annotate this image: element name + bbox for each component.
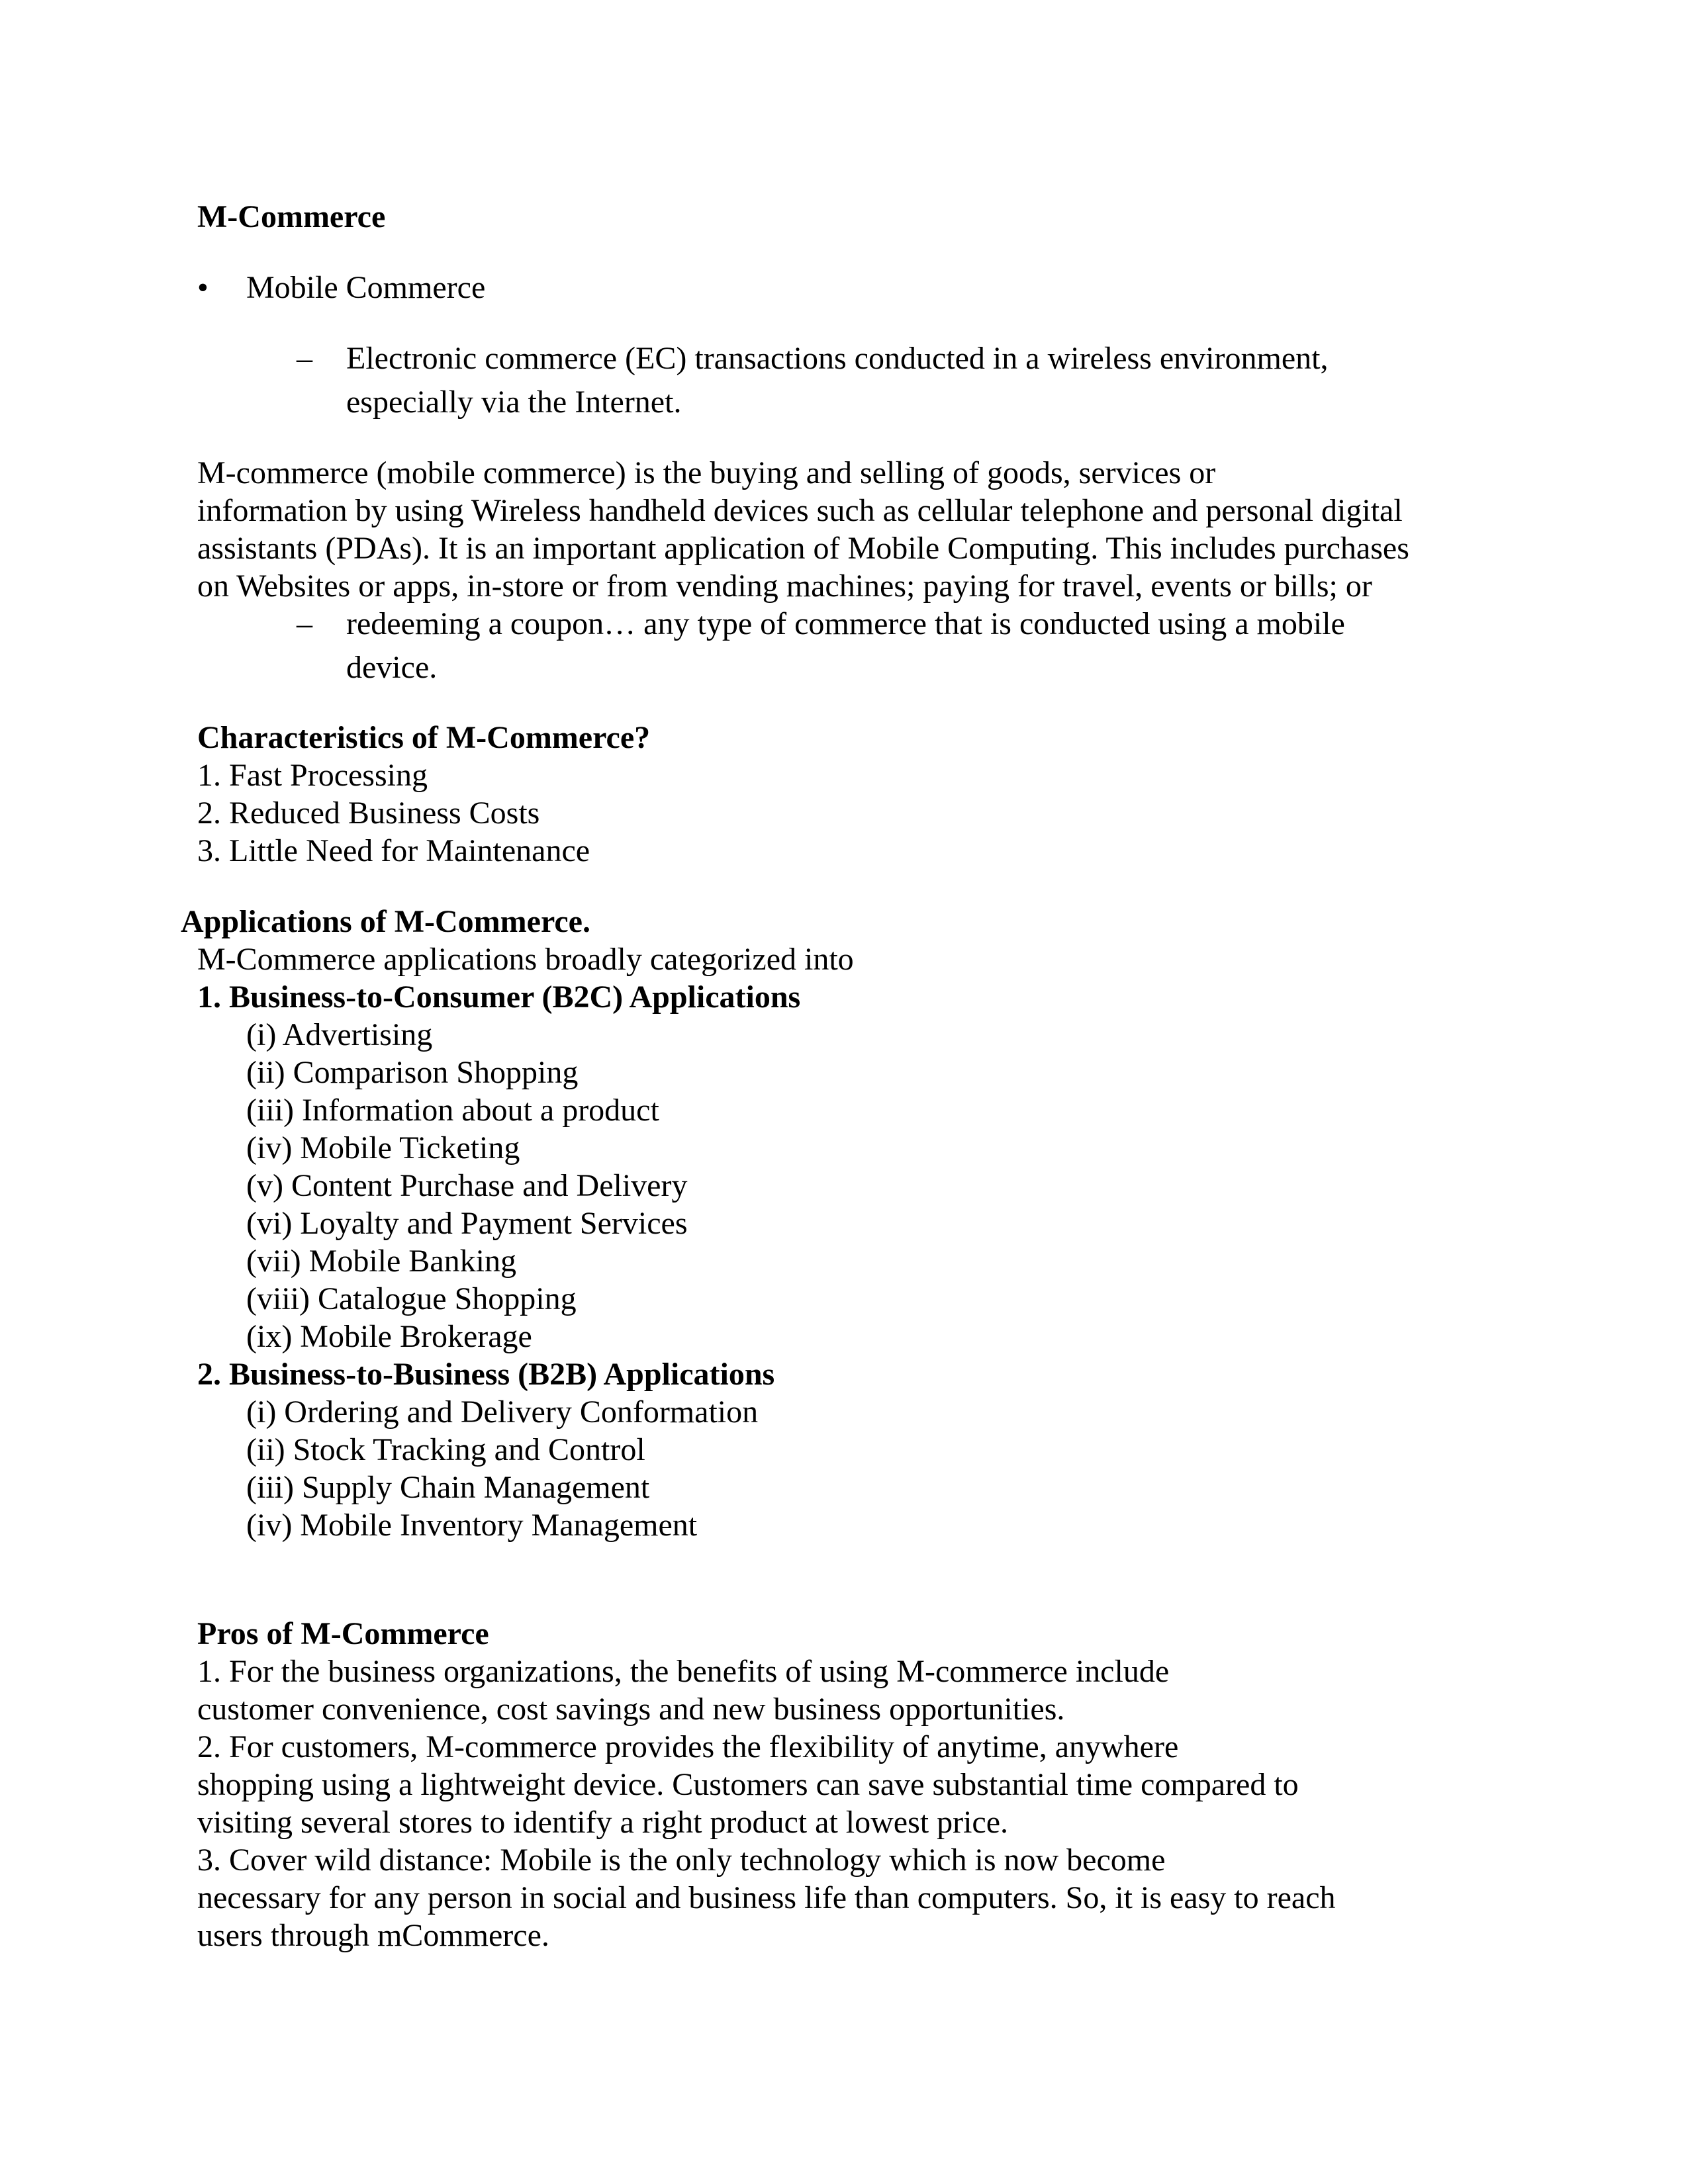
pros-line: users through mCommerce. [197,1918,549,1953]
definition-line: on Websites or apps, in-store or from vending machines; paying for travel, events or bills; or [197,569,1372,604]
definition-dash-line-1: redeeming a coupon… any type of commerce that is conducted using a mobile [346,606,1345,641]
characteristics-item: 1. Fast Processing [197,758,428,793]
b2c-heading: 1. Business-to-Consumer (B2C) Applications [197,979,801,1015]
pros-line: visiting several stores to identify a right product at lowest price. [197,1805,1009,1840]
definition-dash-line-2: device. [346,650,438,685]
applications-intro: M-Commerce applications broadly categorized into [197,942,854,977]
pros-line: customer convenience, cost savings and new business opportunities. [197,1692,1065,1727]
bullet-mobile-commerce: Mobile Commerce [246,270,486,305]
page-title: M-Commerce [197,199,386,234]
b2b-item: (iv) Mobile Inventory Management [246,1508,698,1543]
b2c-item: (i) Advertising [246,1017,433,1052]
characteristics-item: 2. Reduced Business Costs [197,796,540,831]
definition-line: assistants (PDAs). It is an important application of Mobile Computing. This includes purchases [197,531,1409,566]
definition-line: information by using Wireless handheld devices such as cellular telephone and personal digital [197,493,1403,528]
b2c-item: (ix) Mobile Brokerage [246,1319,532,1354]
b2b-item: (i) Ordering and Delivery Conformation [246,1394,759,1430]
b2c-item: (v) Content Purchase and Delivery [246,1168,688,1203]
b2b-heading: 2. Business-to-Business (B2B) Applications [197,1357,775,1392]
b2c-item: (ii) Comparison Shopping [246,1055,579,1090]
dash-item-line-2: especially via the Internet. [346,385,682,420]
b2c-item: (vi) Loyalty and Payment Services [246,1206,688,1241]
b2c-item: (iii) Information about a product [246,1093,659,1128]
pros-line: necessary for any person in social and business life than computers. So, it is easy to reach [197,1880,1336,1915]
bullet-glyph: • [197,270,209,305]
pros-line: 1. For the business organizations, the benefits of using M-commerce include [197,1654,1170,1689]
dash-glyph: – [297,606,312,641]
b2b-item: (iii) Supply Chain Management [246,1470,650,1505]
applications-heading: Applications of M-Commerce. [181,904,590,939]
b2b-item: (ii) Stock Tracking and Control [246,1432,645,1467]
pros-line: shopping using a lightweight device. Customers can save substantial time compared to [197,1767,1299,1802]
pros-heading: Pros of M-Commerce [197,1616,489,1651]
definition-line: M-commerce (mobile commerce) is the buying and selling of goods, services or [197,455,1216,490]
characteristics-item: 3. Little Need for Maintenance [197,833,590,868]
dash-glyph: – [297,341,312,376]
b2c-item: (viii) Catalogue Shopping [246,1281,577,1316]
dash-item-line-1: Electronic commerce (EC) transactions conducted in a wireless environment, [346,341,1329,376]
b2c-item: (iv) Mobile Ticketing [246,1130,520,1165]
pros-line: 2. For customers, M-commerce provides the flexibility of anytime, anywhere [197,1729,1179,1764]
pros-line: 3. Cover wild distance: Mobile is the only technology which is now become [197,1843,1166,1878]
characteristics-heading: Characteristics of M-Commerce? [197,720,651,755]
b2c-item: (vii) Mobile Banking [246,1244,516,1279]
